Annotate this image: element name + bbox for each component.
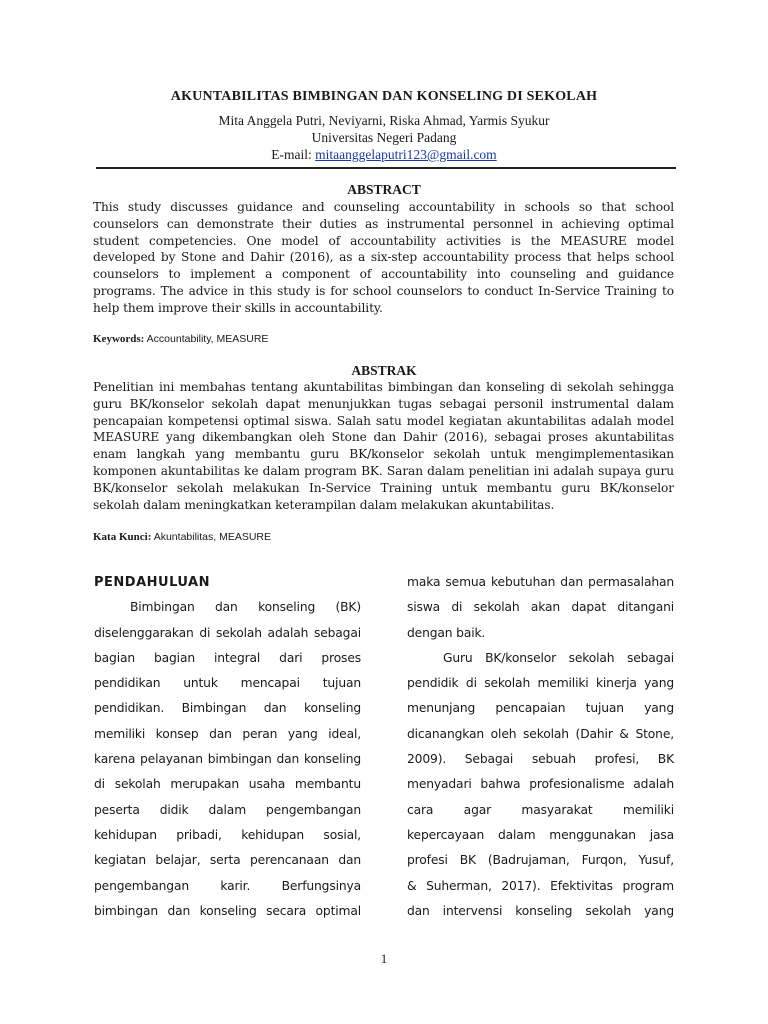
text-line: dan intervensi konseling sekolah yang bbox=[407, 903, 674, 918]
kata-kunci-line bbox=[93, 531, 674, 543]
text-line: kehidupan pribadi, kehidupan sosial, bbox=[94, 827, 361, 842]
right-column-text bbox=[407, 570, 674, 924]
text-line: Guru BK/konselor sekolah sebagai bbox=[443, 650, 674, 665]
text-line: menyadari bahwa profesionalisme adalah bbox=[407, 777, 674, 792]
text-line: profesi BK (Badrujaman, Furqon, Yusuf, bbox=[407, 853, 674, 868]
page-number: 1 bbox=[380, 951, 388, 966]
text-line: siswa di sekolah akan dapat ditangani bbox=[407, 600, 674, 615]
abstract-heading: ABSTRACT bbox=[347, 182, 421, 197]
header-divider bbox=[96, 167, 676, 169]
kata-kunci-label: Kata Kunci: bbox=[93, 531, 152, 543]
affiliation: Universitas Negeri Padang bbox=[311, 130, 457, 145]
text-line: pendidikan untuk mencapai tujuan bbox=[94, 676, 361, 691]
text-line: cara agar masyarakat memiliki bbox=[407, 802, 674, 817]
text-line: bimbingan dan konseling secara optimal bbox=[94, 903, 361, 918]
text-line: bagian bagian integral dari proses bbox=[94, 650, 361, 665]
text-line: dicanangkan oleh sekolah (Dahir & Stone, bbox=[407, 726, 674, 741]
text-line: & Suherman, 2017). Efektivitas program bbox=[407, 878, 674, 893]
text-line: karena pelayanan bimbingan dan konseling bbox=[94, 752, 361, 767]
text-line: kegiatan belajar, serta perencanaan dan bbox=[94, 853, 361, 868]
keywords-label: Keywords: bbox=[93, 333, 145, 345]
email-label: E-mail: bbox=[271, 147, 316, 162]
text-line: Bimbingan dan konseling (BK) bbox=[130, 600, 361, 615]
text-line: pendidik di sekolah memiliki kinerja yang bbox=[407, 676, 674, 691]
email-line bbox=[0, 147, 768, 163]
abstract-body: This study discusses guidance and counseling accountability in schools so that school counselors can demonstrate their duties as instrumental personnel in achieving optimal student competencies. One model of accountability activities is the MEASURE model developed by Stone and Dahir (2016), as a six-step accountability process that helps school counselors to implement a component of accountability into counseling and guidance programs. The advice in this study is for school counselors to conduct In-Service Training to help them improve their skills in accountability. bbox=[93, 200, 674, 315]
right-column bbox=[407, 570, 674, 924]
text-line: kepercayaan dalam menggunakan jasa bbox=[407, 827, 674, 842]
email-link[interactable]: mitaanggelaputri123@gmail.com bbox=[315, 147, 497, 162]
text-line: peserta didik dalam pengembangan bbox=[94, 802, 361, 817]
kata-kunci-text: Akuntabilitas, MEASURE bbox=[151, 531, 272, 543]
section-heading-pendahuluan: PENDAHULUAN bbox=[94, 575, 210, 590]
keywords-text: Accountability, MEASURE bbox=[144, 333, 269, 345]
text-line: diselenggarakan di sekolah adalah sebagai bbox=[94, 625, 361, 640]
paper-title: AKUNTABILITAS BIMBINGAN DAN KONSELING DI SEKOLAH bbox=[170, 89, 598, 104]
text-line: 2009). Sebagai sebuah profesi, BK bbox=[407, 752, 674, 767]
abstrak-heading: ABSTRAK bbox=[351, 363, 417, 378]
text-line: di sekolah merupakan usaha membantu bbox=[94, 777, 361, 792]
text-line: menunjang pencapaian tujuan yang bbox=[407, 701, 674, 716]
left-column bbox=[94, 570, 361, 924]
keywords-line bbox=[93, 333, 674, 345]
author-list: Mita Anggela Putri, Neviyarni, Riska Ahmad, Yarmis Syukur bbox=[218, 113, 550, 128]
text-line: pengembangan karir. Berfungsinya bbox=[94, 878, 361, 893]
text-line: pendidikan. Bimbingan dan konseling bbox=[94, 701, 361, 716]
text-line: memiliki konsep dan peran yang ideal, bbox=[94, 726, 361, 741]
text-line: maka semua kebutuhan dan permasalahan bbox=[407, 575, 674, 589]
text-line: dengan baik. bbox=[407, 625, 486, 640]
abstrak-body: Penelitian ini membahas tentang akuntabilitas bimbingan dan konseling di sekolah sehingga guru BK/konselor sekolah dapat menunjukkan tugas sebagai personil instrumental dalam pencapaian kompetensi optimal siswa. Salah satu model kegiatan akuntabilitas adalah model MEASURE yang dikembangkan oleh Stone dan Dahir (2016), sebagai proses akuntabilitas enam langkah yang membantu guru BK/konselor sekolah untuk mengimplementasikan komponen akuntabilitas ke dalam program BK. Saran dalam penelitian ini adalah supaya guru BK/konselor sekolah melakukan In-Service Training untuk membantu guru BK/konselor sekolah dalam meningkatkan keterampilan dalam melakukan akuntabilitas. bbox=[93, 380, 674, 512]
left-column-text bbox=[94, 595, 361, 924]
